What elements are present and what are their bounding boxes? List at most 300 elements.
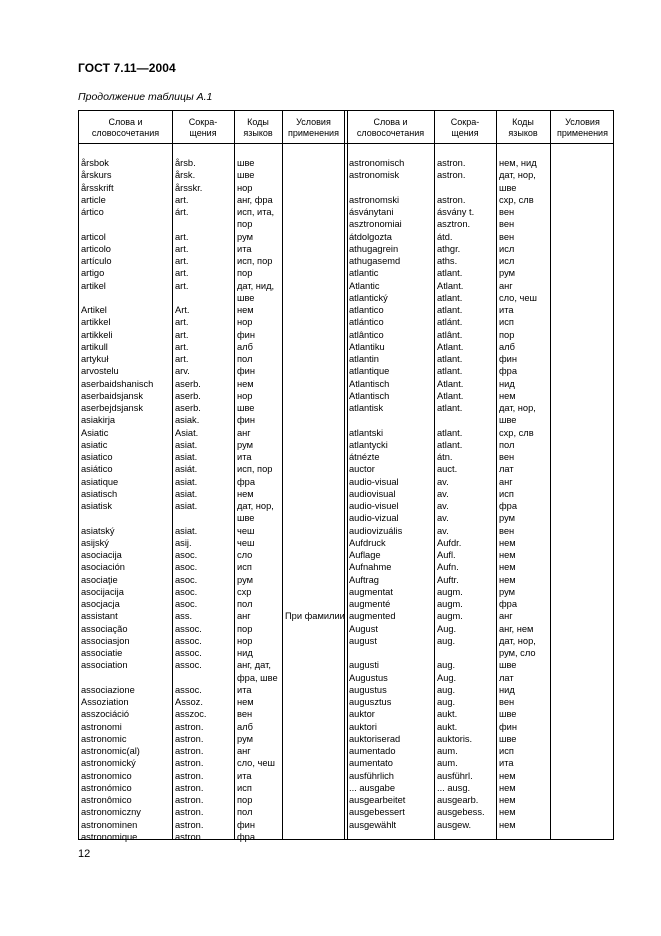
- word-cell: aserbejdsjansk: [81, 403, 144, 413]
- abbreviation-cell: athgr.: [437, 243, 461, 254]
- language-code-cell: вен: [499, 452, 515, 462]
- language-code-cell: анг: [499, 476, 513, 487]
- abbreviation-cell: atlant.: [437, 305, 463, 315]
- word-cell: astronomi: [81, 721, 122, 732]
- language-code-cell: шве: [499, 415, 517, 426]
- word-cell: article: [81, 194, 106, 205]
- language-code-cell: пол: [499, 439, 515, 450]
- abbreviation-cell: Aufl.: [437, 550, 456, 560]
- abbreviation-cell: assoc.: [175, 684, 202, 695]
- word-cell: artikel: [81, 280, 106, 291]
- abbreviation-cell: art.: [175, 317, 189, 328]
- word-cell: augustus: [349, 684, 387, 695]
- abbreviation-cell: ass.: [175, 611, 193, 622]
- language-code-cell: шве: [499, 660, 517, 671]
- abbreviation-cell: art.: [175, 341, 189, 352]
- language-code-cell: пор: [237, 268, 253, 279]
- abbreviation-cell: asoc.: [175, 562, 198, 573]
- table-row: [79, 696, 613, 708]
- abbreviation-cell: ausgearb.: [437, 795, 479, 805]
- language-code-cell: нем: [499, 795, 516, 805]
- language-code-cell: сло: [237, 550, 253, 560]
- language-code-cell: нем: [499, 390, 516, 401]
- word-cell: aumentato: [349, 758, 393, 769]
- word-cell: astronominen: [81, 819, 138, 830]
- word-cell: ausgearbeitet: [349, 795, 406, 805]
- word-cell: artigo: [81, 268, 105, 279]
- abbreviation-cell: astron.: [175, 819, 204, 830]
- table-row: [79, 770, 613, 782]
- abbreviation-cell: Assoz.: [175, 697, 203, 707]
- abbreviation-cell: átn.: [437, 452, 453, 462]
- abbreviation-cell: astron.: [437, 170, 466, 181]
- abbreviation-cell: atlant.: [437, 427, 463, 438]
- abbreviation-cell: art.: [175, 354, 189, 364]
- word-cell: assistant: [81, 611, 118, 622]
- table-row: [79, 439, 613, 451]
- word-cell: atlantisk: [349, 403, 384, 413]
- abbreviation-cell: art.: [175, 194, 189, 205]
- word-cell: atlantski: [349, 427, 384, 438]
- table-row: [79, 280, 613, 292]
- language-code-cell: нем: [237, 697, 254, 707]
- word-cell: astronomic: [81, 733, 127, 744]
- language-code-cell: исп, пор: [237, 464, 273, 475]
- column-header: Сокра- щения: [188, 117, 218, 138]
- abbreviation-cell: Atlant.: [437, 390, 464, 401]
- word-cell: asiatic: [81, 439, 108, 450]
- language-code-cell: нид: [499, 378, 515, 389]
- table-row: [79, 745, 613, 757]
- word-cell: augmented: [349, 611, 396, 622]
- abbreviation-cell: art.: [175, 280, 189, 291]
- language-code-cell: нем: [499, 574, 516, 585]
- language-code-cell: лат: [499, 464, 514, 475]
- word-cell: articolo: [81, 243, 111, 254]
- abbreviation-cell: ausgebess.: [437, 807, 485, 818]
- word-cell: ausführlich: [349, 770, 394, 781]
- language-code-cell: дат, нид,: [237, 280, 275, 291]
- language-code-cell: рум: [499, 586, 516, 597]
- abbreviation-cell: årsk.: [175, 170, 196, 181]
- language-code-cell: дат, нор,: [237, 501, 274, 511]
- word-cell: asocijacija: [81, 586, 124, 597]
- abbreviation-cell: aths.: [437, 256, 458, 266]
- column-header: Условия применения: [288, 117, 339, 138]
- table-row: [79, 819, 613, 831]
- table-row: [79, 427, 613, 439]
- language-code-cell: чеш: [237, 525, 255, 536]
- word-cell: audiovisual: [349, 488, 396, 499]
- word-cell: augusti: [349, 660, 379, 671]
- word-cell: aserbaidshanisch: [81, 378, 154, 389]
- language-code-cell: фра: [237, 831, 255, 842]
- abbreviation-cell: av.: [437, 501, 449, 511]
- abbreviation-cell: atlant.: [437, 439, 463, 450]
- language-code-cell: ита: [499, 305, 514, 315]
- word-cell: aumentado: [349, 746, 396, 756]
- word-cell: årskurs: [81, 170, 112, 181]
- language-code-cell: исп, ита,: [237, 207, 275, 217]
- language-code-cell: шве: [499, 709, 517, 720]
- word-cell: astronomic(al): [81, 746, 140, 756]
- language-code-cell: анг: [237, 611, 251, 622]
- word-cell: Aufdruck: [349, 537, 386, 548]
- word-cell: Assoziation: [81, 697, 129, 707]
- language-code-cell: фра: [499, 366, 517, 377]
- word-cell: auktori: [349, 721, 377, 732]
- word-cell: átnézte: [349, 452, 380, 462]
- abbreviation-cell: Atlant.: [437, 341, 464, 352]
- table-row: [79, 414, 613, 426]
- language-code-cell: фин: [499, 721, 517, 732]
- table-row: [79, 402, 613, 414]
- abbreviation-cell: asiat.: [175, 439, 198, 450]
- table-row: [79, 708, 613, 720]
- word-cell: Aufnahme: [349, 562, 392, 573]
- language-code-cell: дат, нор,: [499, 635, 536, 646]
- table-row: [79, 721, 613, 733]
- language-code-cell: нем: [499, 562, 516, 573]
- word-cell: artikull: [81, 341, 108, 352]
- abbreviation-cell: Aufdr.: [437, 537, 462, 548]
- word-cell: augmenté: [349, 599, 391, 609]
- language-code-cell: исп: [237, 562, 252, 573]
- word-cell: association: [81, 660, 128, 671]
- language-code-cell: нем: [499, 550, 516, 560]
- word-cell: Asiatic: [81, 427, 109, 438]
- language-code-cell: шве: [499, 182, 517, 193]
- table-row: [79, 182, 613, 194]
- table-row: [79, 659, 613, 671]
- abbreviation-cell: årsb.: [175, 158, 196, 168]
- table-row: [79, 169, 613, 181]
- language-code-cell: алб: [499, 341, 515, 352]
- abbreviation-cell: assoc.: [175, 648, 202, 658]
- table-row: [79, 635, 613, 647]
- language-code-cell: вен: [499, 207, 515, 217]
- table-row: [79, 549, 613, 561]
- word-cell: asiatisk: [81, 501, 113, 511]
- word-cell: Auftrag: [349, 574, 379, 585]
- language-code-cell: фин: [237, 819, 255, 830]
- abbreviation-cell: art.: [175, 329, 189, 340]
- language-code-cell: рум: [499, 513, 516, 524]
- abbreviation-cell: asoc.: [175, 586, 198, 597]
- word-cell: asocjacja: [81, 599, 120, 609]
- word-cell: astronômico: [81, 795, 132, 805]
- abbreviation-cell: astron.: [437, 158, 466, 168]
- table-row: [79, 476, 613, 488]
- language-code-cell: нем: [499, 770, 516, 781]
- abbreviation-cell: asiak.: [175, 415, 200, 426]
- abbreviation-cell: asszoc.: [175, 709, 207, 720]
- word-cell: auctor: [349, 464, 375, 475]
- language-code-cell: сло, чеш: [237, 758, 275, 769]
- language-code-cell: вен: [237, 709, 253, 720]
- language-code-cell: нем: [499, 537, 516, 548]
- abbreviation-cell: assoc.: [175, 623, 202, 634]
- language-code-cell: ита: [237, 243, 252, 254]
- language-code-cell: фин: [237, 329, 255, 340]
- column-header: Слова и словосочетания: [91, 117, 160, 138]
- word-cell: Atlantiku: [349, 341, 385, 352]
- abbreviation-cell: árt.: [175, 207, 189, 217]
- table-row: [79, 243, 613, 255]
- word-cell: årsbok: [81, 158, 109, 168]
- word-cell: atlantický: [349, 292, 388, 303]
- table-row: [79, 525, 613, 537]
- language-code-cell: сло, чеш: [499, 292, 537, 303]
- table-row: [79, 292, 613, 304]
- language-code-cell: схр, слв: [499, 427, 534, 438]
- table-row: [79, 757, 613, 769]
- column-header: Сокра- щения: [450, 117, 480, 138]
- abbreviation-cell: art.: [175, 243, 189, 254]
- word-cell: atlantycki: [349, 439, 388, 450]
- language-code-cell: алб: [237, 721, 253, 732]
- word-cell: astronomique: [81, 831, 138, 842]
- table-row: [79, 794, 613, 806]
- language-code-cell: анг, фра: [237, 194, 273, 205]
- document-header: ГОСТ 7.11—2004: [78, 61, 176, 75]
- table-row: [79, 390, 613, 402]
- abbreviation-cell: av.: [437, 513, 449, 524]
- language-code-cell: шве: [237, 403, 255, 413]
- abbreviation-cell: augm.: [437, 599, 463, 609]
- language-code-cell: пор: [237, 219, 253, 230]
- language-code-cell: нем: [237, 305, 254, 315]
- abbreviation-cell: astron.: [175, 733, 204, 744]
- language-code-cell: вен: [499, 697, 515, 707]
- abbreviation-cell: asoc.: [175, 599, 198, 609]
- abbreviation-cell: augm.: [437, 586, 463, 597]
- abbreviation-cell: atlânt.: [437, 329, 463, 340]
- language-code-cell: шве: [499, 733, 517, 744]
- abbreviation-cell: astron.: [175, 807, 204, 818]
- language-code-cell: пор: [237, 795, 253, 805]
- word-cell: atlantic: [349, 268, 379, 279]
- abbreviation-cell: augm.: [437, 611, 463, 622]
- word-cell: Atlantic: [349, 280, 380, 291]
- abbreviation-cell: astron.: [175, 721, 204, 732]
- word-cell: aserbaidsjansk: [81, 390, 144, 401]
- table-row: [79, 672, 613, 684]
- language-code-cell: шве: [237, 158, 255, 168]
- language-code-cell: исп: [499, 488, 514, 499]
- word-cell: Auflage: [349, 550, 381, 560]
- word-cell: articol: [81, 231, 106, 242]
- word-cell: årsskrift: [81, 182, 114, 193]
- abbreviation-cell: Aug.: [437, 672, 457, 683]
- language-code-cell: нем: [237, 378, 254, 389]
- language-code-cell: исл: [499, 243, 515, 254]
- language-code-cell: нем: [499, 782, 516, 793]
- table-row: [79, 463, 613, 475]
- word-cell: atlantique: [349, 366, 390, 377]
- abbreviation-cell: aug.: [437, 635, 456, 646]
- abbreviation-cell: asiat.: [175, 488, 198, 499]
- abbreviation-cell: arv.: [175, 366, 190, 377]
- language-code-cell: шве: [237, 292, 255, 303]
- language-code-cell: схр, слв: [499, 194, 534, 205]
- word-cell: august: [349, 635, 377, 646]
- abbreviation-cell: astron.: [437, 194, 466, 205]
- language-code-cell: фра, шве: [237, 672, 278, 683]
- abbreviation-cell: ausgew.: [437, 819, 472, 830]
- language-code-cell: пол: [237, 807, 253, 818]
- abbreviations-table: [78, 110, 614, 840]
- language-code-cell: нор: [237, 317, 253, 328]
- word-cell: asijský: [81, 537, 109, 548]
- abbreviation-cell: asiat.: [175, 476, 198, 487]
- word-cell: augusztus: [349, 697, 392, 707]
- language-code-cell: чеш: [237, 537, 255, 548]
- word-cell: asociación: [81, 562, 125, 573]
- abbreviation-cell: aserb.: [175, 403, 201, 413]
- word-cell: atlántico: [349, 317, 384, 328]
- abbreviation-cell: asoc.: [175, 574, 198, 585]
- word-cell: asociacija: [81, 550, 122, 560]
- word-cell: asszociáció: [81, 709, 130, 720]
- column-header: Коды языков: [508, 117, 538, 138]
- language-code-cell: рум: [237, 733, 254, 744]
- abbreviation-cell: aukt.: [437, 721, 458, 732]
- word-cell: ... ausgabe: [349, 782, 396, 793]
- language-code-cell: ита: [237, 770, 252, 781]
- word-cell: asiakirja: [81, 415, 116, 426]
- word-cell: audio-vizual: [349, 513, 399, 524]
- language-code-cell: анг, дат,: [237, 660, 271, 671]
- language-code-cell: исп: [499, 317, 514, 328]
- language-code-cell: анг, нем: [499, 623, 534, 634]
- word-cell: associatie: [81, 648, 123, 658]
- word-cell: asiatico: [81, 452, 113, 462]
- word-cell: Atlantisch: [349, 378, 390, 389]
- condition-cell: При фамилии: [285, 611, 345, 622]
- abbreviation-cell: av.: [437, 525, 449, 536]
- abbreviation-cell: art.: [175, 268, 189, 279]
- word-cell: audiovizuális: [349, 525, 403, 536]
- language-code-cell: ита: [237, 684, 252, 695]
- word-cell: astronomisk: [349, 170, 400, 181]
- abbreviation-cell: art.: [175, 256, 189, 266]
- word-cell: asiatisch: [81, 488, 118, 499]
- word-cell: auktor: [349, 709, 375, 720]
- abbreviation-cell: ... ausg.: [437, 782, 471, 793]
- table-row: [79, 782, 613, 794]
- table-row: [79, 353, 613, 365]
- abbreviation-cell: Atlant.: [437, 378, 464, 389]
- abbreviation-cell: asiát.: [175, 464, 198, 475]
- table-row: [79, 684, 613, 696]
- abbreviation-cell: aserb.: [175, 390, 201, 401]
- column-header: Коды языков: [243, 117, 273, 138]
- abbreviation-cell: astron.: [175, 782, 204, 793]
- table-row: [79, 586, 613, 598]
- word-cell: athugasemd: [349, 256, 401, 266]
- word-cell: auktoriserad: [349, 733, 401, 744]
- table-row: [79, 831, 613, 843]
- abbreviation-cell: asiat.: [175, 501, 198, 511]
- language-code-cell: рум: [237, 439, 254, 450]
- abbreviation-cell: årsskr.: [175, 182, 203, 193]
- word-cell: astronomico: [81, 770, 132, 781]
- page-number: 12: [78, 848, 91, 860]
- abbreviation-cell: asiat.: [175, 525, 198, 536]
- language-code-cell: анг: [237, 427, 251, 438]
- language-code-cell: нем: [499, 807, 516, 818]
- word-cell: arvostelu: [81, 366, 119, 377]
- abbreviation-cell: átd.: [437, 231, 453, 242]
- abbreviation-cell: atlant.: [437, 366, 463, 377]
- word-cell: asociaţie: [81, 574, 118, 585]
- abbreviation-cell: atlant.: [437, 268, 463, 279]
- language-code-cell: нем: [237, 488, 254, 499]
- table-row: [79, 194, 613, 206]
- abbreviation-cell: av.: [437, 476, 449, 487]
- table-row: [79, 231, 613, 243]
- abbreviation-cell: Aug.: [437, 623, 457, 634]
- table-row: [79, 537, 613, 549]
- word-cell: astronomski: [349, 194, 400, 205]
- word-cell: asiatský: [81, 525, 115, 536]
- table-row: [79, 806, 613, 818]
- word-cell: artículo: [81, 256, 112, 266]
- table-row: [79, 512, 613, 524]
- abbreviation-cell: atlánt.: [437, 317, 463, 328]
- language-code-cell: рум, сло: [499, 648, 536, 658]
- language-code-cell: дат, нор,: [499, 170, 536, 181]
- abbreviation-cell: auct.: [437, 464, 458, 475]
- language-code-cell: пор: [237, 623, 253, 634]
- column-header: Слова и словосочетания: [356, 117, 425, 138]
- language-code-cell: пор: [499, 329, 515, 340]
- abbreviation-cell: Asiat.: [175, 427, 199, 438]
- word-cell: atlântico: [349, 329, 384, 340]
- word-cell: atlantico: [349, 305, 384, 315]
- language-code-cell: анг: [499, 611, 513, 622]
- abbreviation-cell: auktoris.: [437, 733, 473, 744]
- language-code-cell: нор: [237, 390, 253, 401]
- abbreviation-cell: Auftr.: [437, 574, 459, 585]
- abbreviation-cell: aukt.: [437, 709, 458, 720]
- language-code-cell: исп, пор: [237, 256, 273, 266]
- language-code-cell: лат: [499, 672, 514, 683]
- table-row: [79, 733, 613, 745]
- language-code-cell: вен: [499, 231, 515, 242]
- table-row: [79, 488, 613, 500]
- word-cell: artikkel: [81, 317, 111, 328]
- word-cell: Atlantisch: [349, 390, 390, 401]
- word-cell: ausgebessert: [349, 807, 405, 818]
- table-caption: Продолжение таблицы А.1: [78, 91, 213, 103]
- table-row: [79, 647, 613, 659]
- language-code-cell: анг: [499, 280, 513, 291]
- word-cell: ausgewählt: [349, 819, 397, 830]
- word-cell: astronómico: [81, 782, 132, 793]
- language-code-cell: шве: [237, 513, 255, 524]
- word-cell: ásványtani: [349, 207, 394, 217]
- language-code-cell: фин: [499, 354, 517, 364]
- abbreviation-cell: Aufn.: [437, 562, 459, 573]
- abbreviation-cell: astron.: [175, 831, 204, 842]
- table-row: [79, 598, 613, 610]
- table-row: [79, 329, 613, 341]
- language-code-cell: исп: [237, 782, 252, 793]
- word-cell: augmentat: [349, 586, 393, 597]
- language-code-cell: вен: [499, 219, 515, 230]
